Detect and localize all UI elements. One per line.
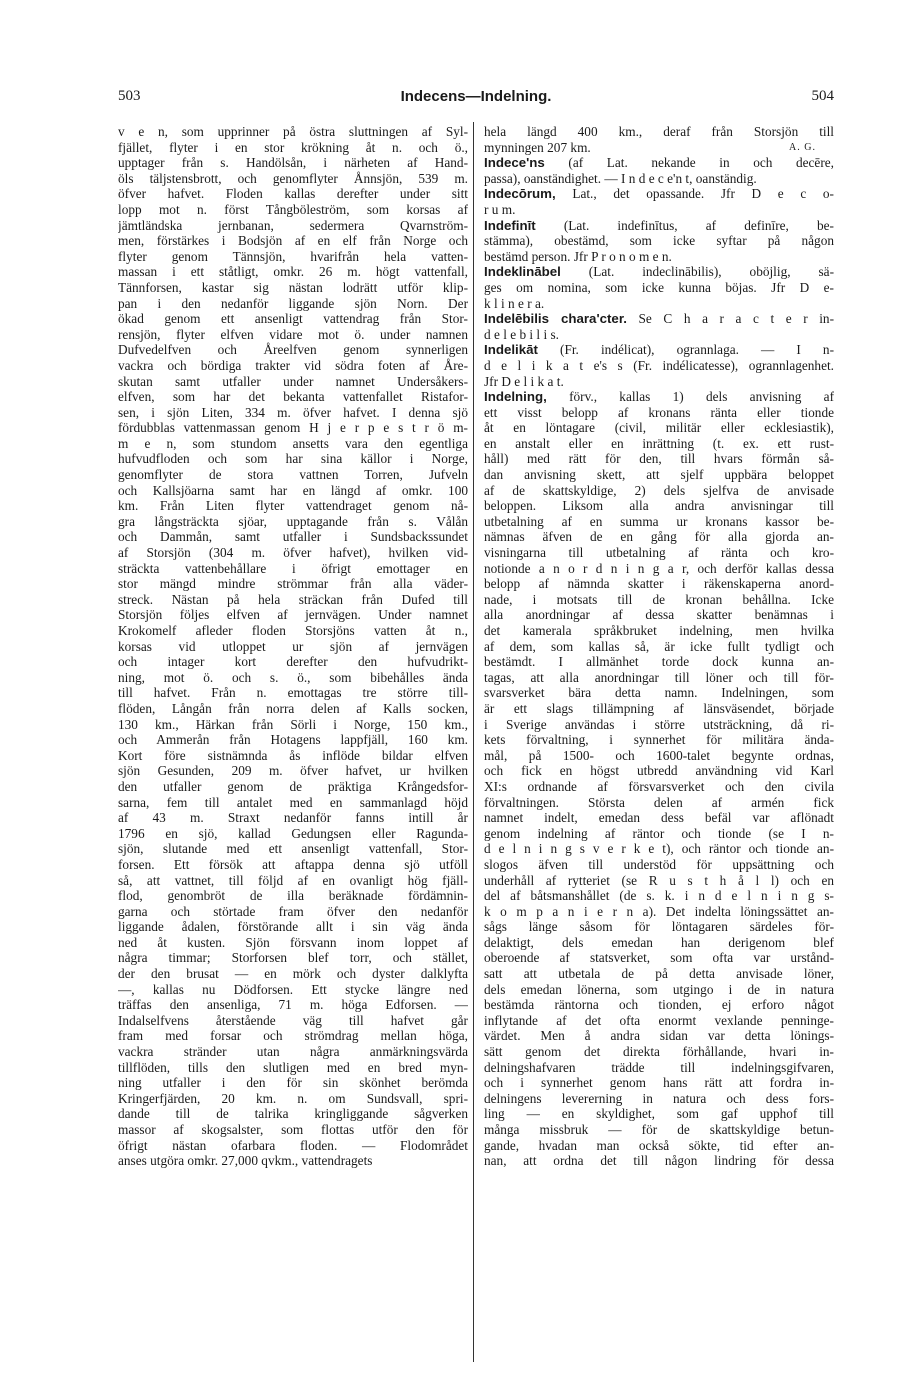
text-line: utbetalning af en summa ur kronans kassor be- bbox=[484, 513, 834, 529]
text-line: gra långsträckta sjöar, upptagande från s. Vålån bbox=[118, 513, 468, 529]
text-line: är ett slags tillämpning af länsväsendet, började bbox=[484, 700, 834, 716]
text-line: k l i n e r a. bbox=[484, 295, 545, 311]
text-line: hufvudfloden och som har sina källor i Norge, bbox=[118, 451, 468, 467]
text-line: satt att utbetala de på detta anvisade löner, bbox=[484, 966, 834, 982]
text-line: träffas den ansenliga, 71 m. höga Edforsen. — bbox=[118, 997, 468, 1013]
text-line-content: mynningen 207 km. bbox=[484, 139, 591, 155]
text-line: öfver hafvet. Floden kallas derefter under sitt bbox=[118, 186, 468, 202]
entry-first-line bbox=[484, 342, 834, 358]
text-line: det kamerala språkbruket indelning, men hvilka bbox=[484, 623, 834, 638]
text-line: vackra och bördiga trakter vid södra foten af Åre- bbox=[118, 357, 468, 373]
text-line: d e l e b i l i s. bbox=[484, 326, 559, 342]
entry-headword: Indelikāt bbox=[484, 342, 538, 358]
text-line: Krokomelf afleder floden Storsjöns vatten åt n., bbox=[118, 623, 468, 638]
text-line: dels emedan lönerna, som utgingo i de in natura bbox=[484, 981, 834, 997]
entry-text: (Fr. indélicat), ogrannlaga. — I n- bbox=[537, 342, 834, 358]
text-line: många missbruk — för de skattskyldige betun- bbox=[484, 1122, 834, 1137]
text-line: svarsverket bära detta namn. Indelningen, som bbox=[484, 685, 834, 701]
text-line: öls täljstensbrott, och genomflyter Ånnsjön, 539 m. bbox=[118, 170, 468, 186]
text-line: bestämda räntorna och tionden, ej erforo något bbox=[484, 997, 834, 1013]
text-line: tillflöden, tills den slutligen med en bred myn- bbox=[118, 1059, 468, 1075]
text-line: flyter genom Tännsjön, hvarifrån hela vatten- bbox=[118, 248, 468, 264]
text-line: v e n, som upprinner på östra sluttningen af Syl- bbox=[118, 124, 468, 139]
text-line: sjön, slutande med ett ansenligt vattenfall, Stor- bbox=[118, 841, 468, 857]
text-line: Kort före sistnämnda ås inflöde bildar elfven bbox=[118, 747, 468, 763]
text-line: inflytande af det ofta enormt vexlande penninge- bbox=[484, 1012, 834, 1028]
text-line: kets förvaltning, i synnerhet för militära ända- bbox=[484, 732, 834, 748]
text-line: sjön Gesunden, 209 m. öfver hafvet, ur hvilken bbox=[118, 763, 468, 779]
page-number-right: 504 bbox=[811, 88, 834, 104]
text-line: —, kallas nu Dödforsen. Ett stycke längre ned bbox=[118, 981, 468, 997]
entry-first-line bbox=[484, 218, 834, 234]
text-line: flöden, Långån från norra delen af Kalls socken, bbox=[118, 700, 468, 716]
text-line: öfrigt nästan ofarbara floden. — Flodområdet bbox=[118, 1137, 468, 1153]
text-line: genom indelning af räntor och tionde (se I n- bbox=[484, 825, 834, 841]
text-line: gande, hvadan man också sökte, tid efter an- bbox=[484, 1137, 834, 1153]
entry-text: (af Lat. nekande in och decēre, bbox=[544, 155, 834, 171]
column-divider bbox=[473, 122, 474, 1362]
author-signature: A. G. bbox=[789, 141, 816, 153]
text-line: Tännforsen, kastar sig nästan lodrätt utför klip- bbox=[118, 279, 468, 295]
entry-first-line bbox=[484, 264, 834, 280]
text-line: af de skattskyldige, 2) dels sjelfva de anvisade bbox=[484, 482, 834, 498]
text-line: forsen. Ett försök att aftappa denna sjö utföll bbox=[118, 856, 468, 872]
text-line: dan anvisning skett, att sjelf uppbära beloppet bbox=[484, 467, 834, 483]
text-line: bestämdt. I allmänhet torde dock kunna an- bbox=[484, 654, 834, 670]
text-line: mål, på 1500- och 1600-talet begynte ordnas, bbox=[484, 747, 834, 763]
text-line: så, att vattnet, till följd af en ovanligt hög fjäll- bbox=[118, 872, 468, 888]
text-line: men, förstärkes i Bodsjön af en elf från Norge och bbox=[118, 233, 468, 249]
text-line: tagas, att alla anordningar till löner och till för- bbox=[484, 669, 834, 685]
text-line: och i synnerhet genom hans rätt att fordra in- bbox=[484, 1075, 834, 1091]
page-number-left: 503 bbox=[118, 88, 141, 104]
text-line: delaktigt, dels emedan han derigenom blef bbox=[484, 934, 834, 950]
text-line: d e l i k a t e's s (Fr. indélicatesse), ogrannlagenhet. bbox=[484, 357, 834, 373]
text-line: ling — en skyldighet, som gaf upphof till bbox=[484, 1106, 834, 1122]
text-line: streck. Nästan på hela sträckan från Dufed till bbox=[118, 591, 468, 607]
entry-headword: Indece'ns bbox=[484, 155, 545, 171]
text-line: dande till de talrika kringliggande sågverken bbox=[118, 1106, 468, 1122]
entry-text: (Lat. indeclinābilis), oböjlig, sä- bbox=[560, 264, 834, 280]
right-column bbox=[484, 124, 834, 1169]
text-line: af dem, som kallas så, är icke fullt tydligt och bbox=[484, 638, 834, 654]
entry-first-line bbox=[484, 311, 834, 327]
entry-headword: Indelning, bbox=[484, 389, 547, 405]
text-line: nade, i motsats till de kronan behållna. Icke bbox=[484, 591, 834, 607]
text-line: skutan samt utfaller under namnet Undersåkers- bbox=[118, 373, 468, 389]
entry-text: Se C h a r a c t e r in- bbox=[626, 311, 834, 327]
text-line: liggande ådalen, förstörande allt i sin väg ända bbox=[118, 919, 468, 935]
text-line: stämma), obestämd, som icke syftar på någon bbox=[484, 233, 834, 249]
text-line: sarna, fem till antalet med en sammanlagd höjd bbox=[118, 794, 468, 810]
text-line: pan i den nedanför liggande sjön Norn. Der bbox=[118, 295, 468, 311]
text-line: delningens levererning in natura och dess fors- bbox=[484, 1090, 834, 1106]
text-line: Kringerfjärden, 20 km. n. om Sundsvall, spri- bbox=[118, 1090, 468, 1106]
entry-headword: Indefinīt bbox=[484, 217, 536, 233]
text-line: bestämd person. Jfr P r o n o m e n. bbox=[484, 248, 672, 264]
entry-headword: Indecōrum, bbox=[484, 186, 556, 202]
text-line: alla anordningar af dessa skatter benämnas i bbox=[484, 607, 834, 623]
entry-text: förv., kallas 1) dels anvisning af bbox=[546, 389, 834, 405]
text-line: lopp mot n. först Tångböleström, som korsas af bbox=[118, 201, 468, 217]
text-line: af 43 m. Straxt nedanför fanns intill år bbox=[118, 810, 468, 826]
text-line: anses utgöra omkr. 27,000 qvkm., vattendragets bbox=[118, 1153, 373, 1169]
text-line: fjället, flyter i en stor krökning åt n. och ö., bbox=[118, 139, 468, 155]
text-line: Storsjön följes elfven af jernvägen. Under namnet bbox=[118, 607, 468, 623]
text-line: visningarna till utbetalning af ränta och kro- bbox=[484, 545, 834, 561]
text-line: massor af skogsalster, som flottas utför den för bbox=[118, 1122, 468, 1137]
text-line: värdet. Men å andra sidan var detta lönings- bbox=[484, 1028, 834, 1044]
text-line: och Kallsjöarna samt har en längd af omkr. 100 bbox=[118, 482, 468, 498]
entry-first-line bbox=[484, 186, 834, 202]
text-line: elfven, som har det bekanta vattenfallet Ristafor- bbox=[118, 389, 468, 405]
text-line: massan i ett ståtligt, omkr. 26 m. högt vattenfall, bbox=[118, 264, 468, 280]
entry-text: Lat., det opassande. Jfr D e c o- bbox=[555, 186, 834, 202]
text-line: ning utfaller i den för sin skönhet berömda bbox=[118, 1075, 468, 1091]
running-head: Indecens—Indelning. bbox=[400, 88, 552, 105]
text-line: sätt genom det direkta förhållande, hvari in- bbox=[484, 1044, 834, 1060]
text-line: k o m p a n i e r n a). Det indelta löningssättet an- bbox=[484, 903, 834, 919]
text-line: belopp af nämnda skatter i räkenskaperna anord- bbox=[484, 576, 834, 592]
text-line: håll) med rätt för den, till hvars förmån så- bbox=[484, 451, 834, 467]
text-line: Dufvedelfven och Åreelfven genom synnerligen bbox=[118, 342, 468, 358]
text-line: der den brusat — en mörk och dyster dalklyfta bbox=[118, 966, 468, 982]
text-line: hela längd 400 km., deraf från Storsjön till bbox=[484, 124, 834, 139]
text-line: en anstalt eller en inrättning (t. ex. ett rust- bbox=[484, 435, 834, 451]
text-line: och Ammerån från Hotagens lappfjäll, 160 km. bbox=[118, 732, 468, 748]
text-line: beloppen. Liksom alla andra anvisningar till bbox=[484, 498, 834, 514]
entry-first-line bbox=[484, 389, 834, 405]
dictionary-entries bbox=[484, 155, 834, 1169]
text-line: Indalselfvens återstående väg till hafvet går bbox=[118, 1012, 468, 1028]
text-line: slogos äfven till understöd för uppsättning och bbox=[484, 856, 834, 872]
text-line: del af båtsmanshållet (de s. k. i n d e l n i n g s- bbox=[484, 888, 834, 904]
text-line: r u m. bbox=[484, 201, 516, 217]
entry-headword: Indelēbilis chara'cter. bbox=[484, 311, 627, 327]
text-line: den utfaller genom de präktiga Krångedsfor- bbox=[118, 778, 468, 794]
text-line: flod, genombröt de illa beräknade fördämnin- bbox=[118, 888, 468, 904]
text-line: genomflyter de stora vattnen Torren, Jufveln bbox=[118, 467, 468, 483]
entry-first-line bbox=[484, 155, 834, 171]
text-line: Jfr D e l i k a t. bbox=[484, 373, 564, 389]
text-line: ges om nomina, som icke kunna böjas. Jfr D e- bbox=[484, 279, 834, 295]
text-line: delningshafvaren trädde till indelningsgifvaren, bbox=[484, 1059, 834, 1075]
text-line: fördubblas vattenmassan genom H j e r p e s t r ö m- bbox=[118, 420, 468, 436]
text-line: af Storsjön (304 m. öfver hafvet), hvilken vid- bbox=[118, 545, 468, 561]
text-line: passa), oanständighet. — I n d e c e'n t, oanständig. bbox=[484, 170, 757, 186]
text-line: m e n, som stundom ansetts vara den egentliga bbox=[118, 435, 468, 451]
text-line: till hafvet. Från n. emottagas tre större till- bbox=[118, 685, 468, 701]
text-line: och Dammån, samt utfaller i Sundsbackssundet bbox=[118, 529, 468, 545]
text-line: nan, att ordna det till någon lindring för dessa bbox=[484, 1153, 834, 1169]
text-line: nämnas äfven de en gång för alla gjorda an- bbox=[484, 529, 834, 545]
text-line: i Sverige användas i större utsträckning, då ri- bbox=[484, 716, 834, 732]
text-line: sen, i sjön Liten, 334 m. öfver hafvet. I denna sjö bbox=[118, 404, 468, 420]
text-line: km. Från Liten flyter vattendraget genom nå- bbox=[118, 498, 468, 514]
text-line: notionde a n o r d n i n g a r, och derför kallas dessa bbox=[484, 560, 834, 576]
text-line: jämtländska jernbanan, sedermera Qvarnström- bbox=[118, 217, 468, 233]
text-line: 1796 en sjö, kallad Gedungsen eller Ragunda- bbox=[118, 825, 468, 841]
text-line: namnet indelt, emedan dess befäl var aflönadt bbox=[484, 810, 834, 826]
text-line: sågs länge såsom för löntagaren särdeles för- bbox=[484, 919, 834, 935]
text-line: fram med forsar och strömdrag mellan höga, bbox=[118, 1028, 468, 1044]
text-line: ning, mot ö. och s. ö., som bibehålles ända bbox=[118, 669, 468, 685]
entry-headword: Indeklinābel bbox=[484, 264, 561, 280]
text-line: och intager kort derefter den hufvudrikt- bbox=[118, 654, 468, 670]
text-line: åt en löntagare (civil, militär eller ecklesiastik), bbox=[484, 420, 834, 436]
text-line: stor mängd mindre strömmar från alla väder- bbox=[118, 576, 468, 592]
text-line: garna och störtade fram öfver den nedanför bbox=[118, 903, 468, 919]
text-line: rensjön, flyter elfven vidare mot ö. under namnen bbox=[118, 326, 468, 342]
text-line: sträckta vattenbehållare i öfrigt emottager en bbox=[118, 560, 468, 576]
text-line: ökad genom ett ansenligt vattendrag från Stor- bbox=[118, 311, 468, 327]
text-line: oberoende af statsverket, som ofta var urstånd- bbox=[484, 950, 834, 966]
text-line: ett visst belopp af kronans ränta eller tionde bbox=[484, 404, 834, 420]
text-line-with-signature bbox=[484, 140, 834, 156]
text-line: upptager från s. Handölsån, i närheten af Hand- bbox=[118, 155, 468, 171]
text-line: några timmar; Storforsen blef torr, och stället, bbox=[118, 950, 468, 966]
text-line: d e l n i n g s v e r k e t), och räntor och tionde an- bbox=[484, 841, 834, 857]
text-line: förvaltningen. Största delen af armén fick bbox=[484, 794, 834, 810]
text-line: underhåll af rytteriet (se R u s t h å l l) och en bbox=[484, 872, 834, 888]
text-line: och fick en högst utbredd användning vid Karl bbox=[484, 763, 834, 779]
page-header bbox=[118, 88, 834, 110]
entry-text: (Lat. indefinītus, af definīre, be- bbox=[535, 217, 834, 233]
text-line: ned åt kusten. Sjön försvann inom loppet af bbox=[118, 934, 468, 950]
text-line: korsas vid utloppet ur sjön af jernvägen bbox=[118, 638, 468, 654]
left-column bbox=[118, 124, 468, 1169]
text-line: vackra stränder utan några anmärkningsvärda bbox=[118, 1044, 468, 1060]
text-line: 130 km., Härkan från Sörli i Norge, 150 km., bbox=[118, 716, 468, 732]
text-line: XI:s ordnande af försvarsverket och den civila bbox=[484, 778, 834, 794]
